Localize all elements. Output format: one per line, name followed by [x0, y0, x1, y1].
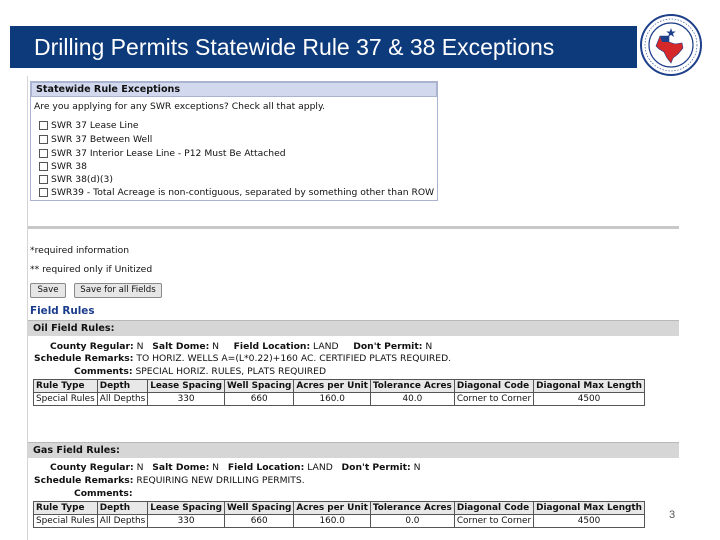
- swr-option[interactable]: [39, 186, 434, 198]
- swr-option-label: SWR 38(d)(3): [51, 173, 113, 185]
- swr-option[interactable]: [39, 133, 152, 145]
- table-cell: Corner to Corner: [454, 515, 533, 528]
- table-cell: 4500: [534, 393, 645, 406]
- checkbox[interactable]: [39, 149, 48, 158]
- column-header: Lease Spacing: [148, 380, 225, 393]
- comments-label: Comments:: [74, 488, 133, 499]
- schedule-remarks-label: Schedule Remarks:: [34, 353, 134, 364]
- column-header: Rule Type: [34, 380, 98, 393]
- screenshot-panel: [27, 76, 679, 540]
- dont-permit-value: N: [413, 462, 421, 473]
- dont-permit-value: N: [425, 341, 433, 352]
- swr-option-label: SWR 38: [51, 160, 87, 172]
- column-header: Well Spacing: [225, 502, 294, 515]
- table-cell: All Depths: [97, 515, 147, 528]
- oil-rules-table: [33, 379, 645, 406]
- county-regular-value: N: [136, 341, 144, 352]
- column-header: Diagonal Code: [454, 380, 533, 393]
- column-header: Diagonal Max Length: [534, 380, 645, 393]
- column-header: Rule Type: [34, 502, 98, 515]
- save-button[interactable]: Save: [30, 283, 66, 298]
- gas-rules-table: [33, 501, 645, 528]
- table-row: [34, 515, 645, 528]
- oil-schedule-remarks: [34, 353, 451, 364]
- swr-prompt: Are you applying for any SWR exceptions? Check all that apply.: [34, 101, 326, 112]
- county-regular-value: N: [136, 462, 144, 473]
- salt-dome-value: N: [212, 462, 220, 473]
- divider: [28, 226, 679, 229]
- table-header-row: [34, 380, 645, 393]
- field-location-value: LAND: [313, 341, 339, 352]
- gas-comments: [74, 488, 133, 499]
- oil-field-attributes: [50, 341, 432, 352]
- column-header: Tolerance Acres: [370, 502, 454, 515]
- checkbox[interactable]: [39, 188, 48, 197]
- table-cell: 160.0: [294, 393, 371, 406]
- table-cell: 40.0: [370, 393, 454, 406]
- checkbox[interactable]: [39, 162, 48, 171]
- dont-permit-label: Don't Permit:: [353, 341, 423, 352]
- salt-dome-label: Salt Dome:: [152, 341, 210, 352]
- table-cell: All Depths: [97, 393, 147, 406]
- column-header: Diagonal Code: [454, 502, 533, 515]
- checkbox[interactable]: [39, 175, 48, 184]
- dont-permit-label: Don't Permit:: [341, 462, 411, 473]
- required-note: *required information: [30, 245, 130, 256]
- schedule-remarks-label: Schedule Remarks:: [34, 475, 134, 486]
- county-regular-label: County Regular:: [50, 341, 134, 352]
- table-cell: 160.0: [294, 515, 371, 528]
- table-cell: Special Rules: [34, 515, 98, 528]
- oil-field-rules-header: Oil Field Rules:: [28, 320, 679, 336]
- table-cell: 660: [225, 393, 294, 406]
- field-location-label: Field Location:: [227, 462, 305, 473]
- county-regular-label: County Regular:: [50, 462, 134, 473]
- table-cell: 330: [148, 515, 225, 528]
- table-cell: 660: [225, 515, 294, 528]
- column-header: Diagonal Max Length: [534, 502, 645, 515]
- unitized-note: ** required only if Unitized: [30, 264, 153, 275]
- swr-option[interactable]: [39, 119, 139, 131]
- schedule-remarks-value: TO HORIZ. WELLS A=(L*0.22)+160 AC. CERTIFIED PLATS REQUIRED.: [136, 353, 452, 364]
- save-all-fields-button[interactable]: Save for all Fields: [74, 283, 162, 298]
- table-row: [34, 393, 645, 406]
- oil-comments: [74, 366, 326, 377]
- swr-option[interactable]: [39, 147, 286, 159]
- schedule-remarks-value: REQUIRING NEW DRILLING PERMITS.: [136, 475, 305, 486]
- column-header: Well Spacing: [225, 380, 294, 393]
- column-header: Acres per Unit: [294, 502, 371, 515]
- rrc-seal-icon: [640, 14, 702, 76]
- page-number: 3: [669, 509, 676, 521]
- column-header: Acres per Unit: [294, 380, 371, 393]
- swr-exceptions-panel: [30, 81, 438, 201]
- column-header: Lease Spacing: [148, 502, 225, 515]
- comments-value: SPECIAL HORIZ. RULES, PLATS REQUIRED: [135, 366, 327, 377]
- table-cell: 4500: [534, 515, 645, 528]
- table-cell: 0.0: [370, 515, 454, 528]
- checkbox[interactable]: [39, 135, 48, 144]
- salt-dome-label: Salt Dome:: [152, 462, 210, 473]
- swr-exceptions-header: Statewide Rule Exceptions: [31, 82, 437, 97]
- swr-option-label: SWR 37 Between Well: [51, 133, 153, 145]
- table-cell: Corner to Corner: [454, 393, 533, 406]
- gas-field-rules-header: Gas Field Rules:: [28, 442, 679, 458]
- swr-option-label: SWR39 - Total Acreage is non-contiguous, separated by something other than ROW: [51, 186, 435, 198]
- gas-field-attributes: [50, 462, 421, 473]
- table-cell: 330: [148, 393, 225, 406]
- field-location-value: LAND: [307, 462, 333, 473]
- table-cell: Special Rules: [34, 393, 98, 406]
- field-location-label: Field Location:: [233, 341, 311, 352]
- swr-option[interactable]: [39, 160, 87, 172]
- field-rules-title: Field Rules: [30, 305, 95, 317]
- column-header: Depth: [97, 502, 147, 515]
- gas-schedule-remarks: [34, 475, 305, 486]
- checkbox[interactable]: [39, 121, 48, 130]
- comments-label: Comments:: [74, 366, 133, 377]
- salt-dome-value: N: [212, 341, 220, 352]
- swr-option[interactable]: [39, 173, 113, 185]
- table-header-row: [34, 502, 645, 515]
- swr-option-label: SWR 37 Interior Lease Line - P12 Must Be Attached: [51, 147, 286, 159]
- column-header: Depth: [97, 380, 147, 393]
- slide-title: Drilling Permits Statewide Rule 37 & 38 Exceptions: [34, 34, 555, 60]
- swr-option-label: SWR 37 Lease Line: [51, 119, 139, 131]
- column-header: Tolerance Acres: [370, 380, 454, 393]
